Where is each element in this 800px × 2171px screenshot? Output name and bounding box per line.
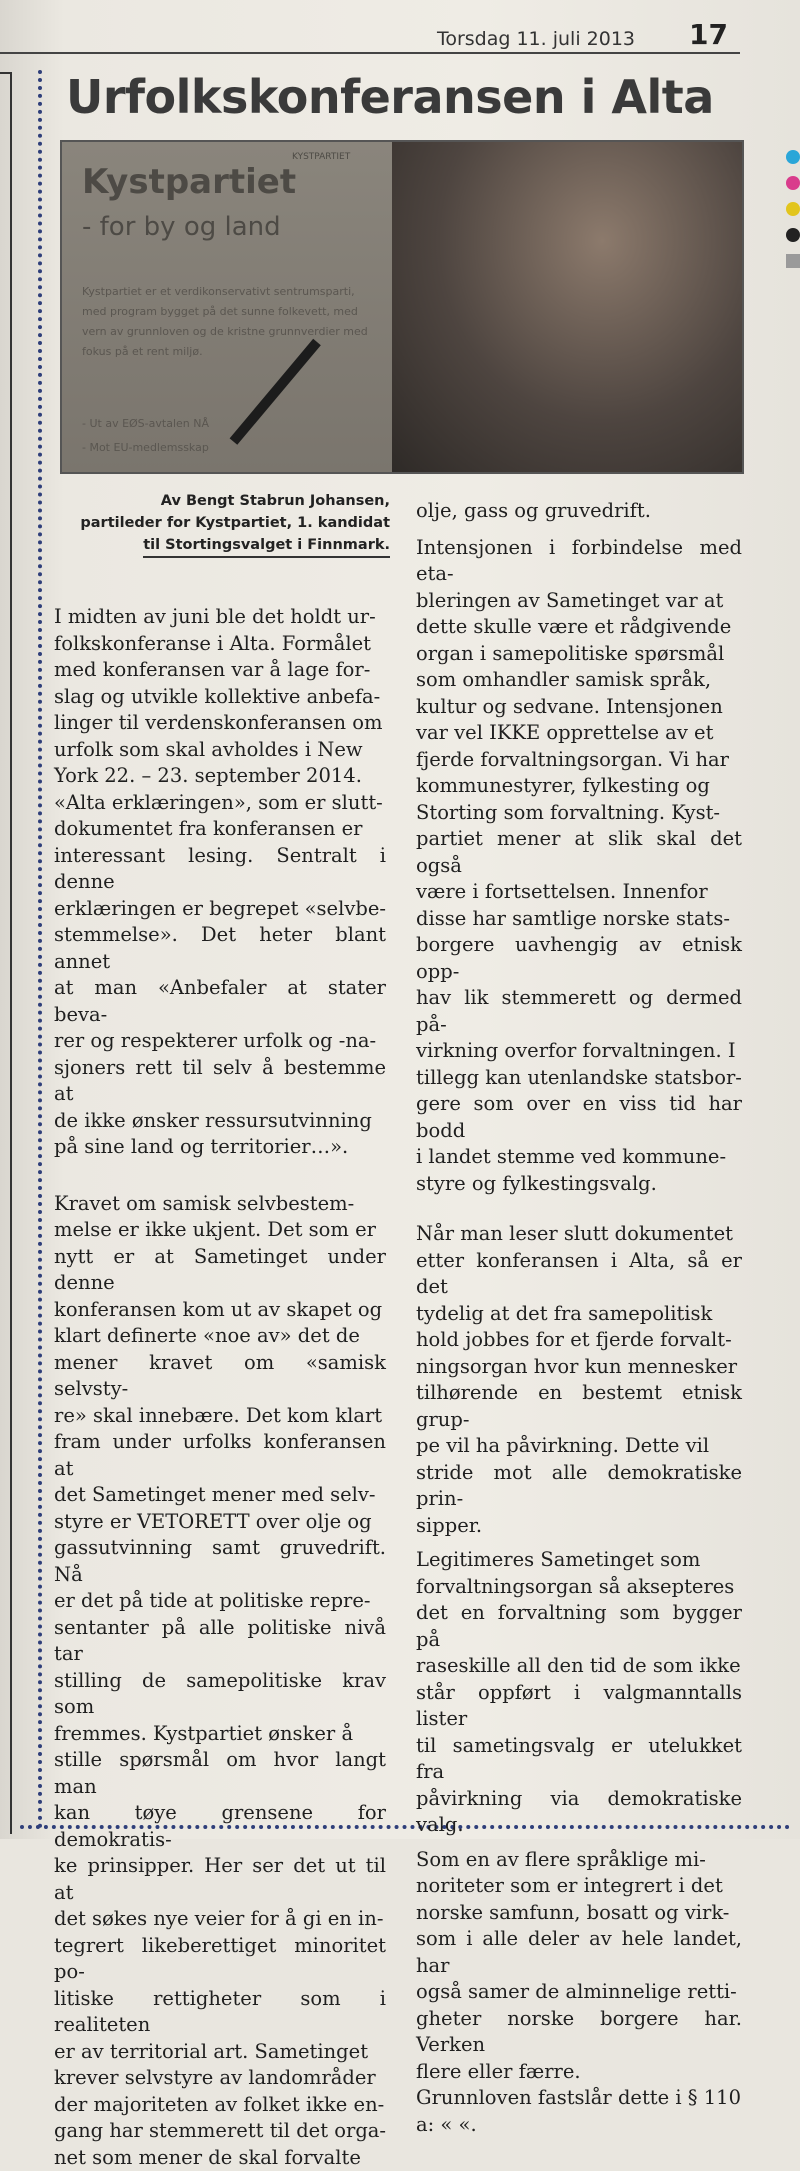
byline-author: Av Bengt Stabrun Johansen, xyxy=(60,490,390,512)
paragraph: Legitimeres Sametinget som forvaltningsorgan så aksepteres det en forvaltning som bygger på raseskille all den tid de som ikke står oppført i valgmanntalls lister til sametingsvalg er utelukket fra påvirkning via demokratiske valg. xyxy=(416,1547,742,1839)
swatch-yellow xyxy=(786,202,800,216)
paragraph: Kravet om samisk selvbestem- melse er ikke ukjent. Det som er nytt er at Sametinget under denne konferansen kom ut av skapet og klart definerte «noe av» det de mener kravet om «samisk selvsty- re» skal innebære. Det kom klart fram under urfolks konferansen at det Sametinget mener med selv- styre er VETORETT over olje og gassutvinning samt gruvedrift. Nå er det på tide at politiske repre- sentanter på alle politiske nivå tar stilling de samepolitiske krav som fremmes. Kystpartiet ønsker å stille spørsmål om hvor langt man kan tøye grensene for demokratis- ke prinsipper. Her ser det ut til at det søkes nye veier for å gi en in- tegrert likeberettiget minoritet po- litiske rettigheter som i realiteten er av territorial art. Sametinget krever selvstyre av landområder der majoriteten av folket ikke en- gang har stemmerett til det orga- net som mener de skal forvalte xyxy=(54,1191,386,2171)
article-headline: Urfolkskonferansen i Alta xyxy=(66,70,746,124)
speaker-portrait xyxy=(392,142,742,472)
paragraph: Grunnloven fastslår dette i § 110 a: « «. xyxy=(416,2085,742,2138)
swatch-grey xyxy=(786,254,800,268)
banner-logo-text: KYSTPARTIET xyxy=(292,152,350,162)
byline-role: partileder for Kystpartiet, 1. kandidat xyxy=(60,512,390,534)
article-column-right xyxy=(416,498,742,2138)
byline xyxy=(60,490,390,558)
banner-title: Kystpartiet xyxy=(82,162,296,202)
paragraph: Som en av flere språklige mi- noriteter som er integrert i det norske samfunn, bosatt og virk- som i alle deler av hele landet, har også samer de alminnelige retti- gheter norske borgere har. Verken flere eller færre. xyxy=(416,1847,742,2086)
paragraph: I midten av juni ble det holdt ur- folkskonferanse i Alta. Formålet med konferansen var å lage for- slag og utvikle kollektive anbefa- linger til verdenskonferansen om urfolk som skal avholdes i New York 22. – 23. september 2014. «Alta erklæringen», som er slutt- dokumentet fra konferansen er interessant lesing. Sentralt i denne erklæringen er begrepet «selvbe- stemmelse». Det heter blant annet at man «Anbefaler at stater beva- rer og respekterer urfolk og -na- sjoners rett til selv å bestemme at de ikke ønsker ressursutvinning på sine land og territorier…». xyxy=(54,604,386,1161)
page-header xyxy=(0,14,740,54)
page-number: 17 xyxy=(689,18,728,51)
banner-bullet: - Ut av EØS-avtalen NÅ xyxy=(82,412,382,436)
byline-candidacy: til Stortingsvalget i Finnmark. xyxy=(143,534,390,558)
party-banner xyxy=(62,142,402,472)
banner-text: Kystpartiet er et verdikonservativt sentrumsparti, med program bygget på det sunne folkevett, med vern av grunnloven og de kristne grunnverdier med fokus på et rent miljø. xyxy=(82,282,382,362)
article-column-left xyxy=(54,604,386,2171)
article-photo xyxy=(60,140,744,474)
paragraph: Når man leser slutt dokumentet etter konferansen i Alta, så er det tydelig at det fra samepolitisk hold jobbes for et fjerde forvalt- ningsorgan hvor kun mennesker tilhørende en bestemt etnisk grup- pe vil ha påvirkning. Dette vil stride mot alle demokratiske prin- sipper. xyxy=(416,1221,742,1539)
dotted-border-left xyxy=(38,70,42,1830)
swatch-black xyxy=(786,228,800,242)
banner-subtitle: - for by og land xyxy=(82,212,281,242)
issue-date: Torsdag 11. juli 2013 xyxy=(437,28,635,50)
swatch-cyan xyxy=(786,150,800,164)
banner-bullet: - Mot EU-medlemsskap xyxy=(82,436,382,460)
paragraph: olje, gass og gruvedrift. xyxy=(416,498,742,525)
left-frame-rule xyxy=(0,72,12,1834)
swatch-magenta xyxy=(786,176,800,190)
print-color-swatches xyxy=(786,150,800,280)
paragraph: Intensjonen i forbindelse med eta- bleringen av Sametinget var at dette skulle være et rådgivende organ i samepolitiske spørsmål som omhandler samisk språk, kultur og sedvane. Intensjonen var vel IKKE opprettelse av et fjerde forvaltningsorgan. Vi har kommunestyrer, fylkesting og Storting som forvaltning. Kyst- partiet mener at slik skal det også være i fortsettelsen. Innenfor disse har samtlige norske stats- borgere uavhengig av etnisk opp- hav lik stemmerett og dermed på- virkning overfor forvaltningen. I tillegg kan utenlandske statsbor- gere som over en viss tid har bodd i landet stemme ved kommune- styre og fylkestingsvalg. xyxy=(416,535,742,1198)
